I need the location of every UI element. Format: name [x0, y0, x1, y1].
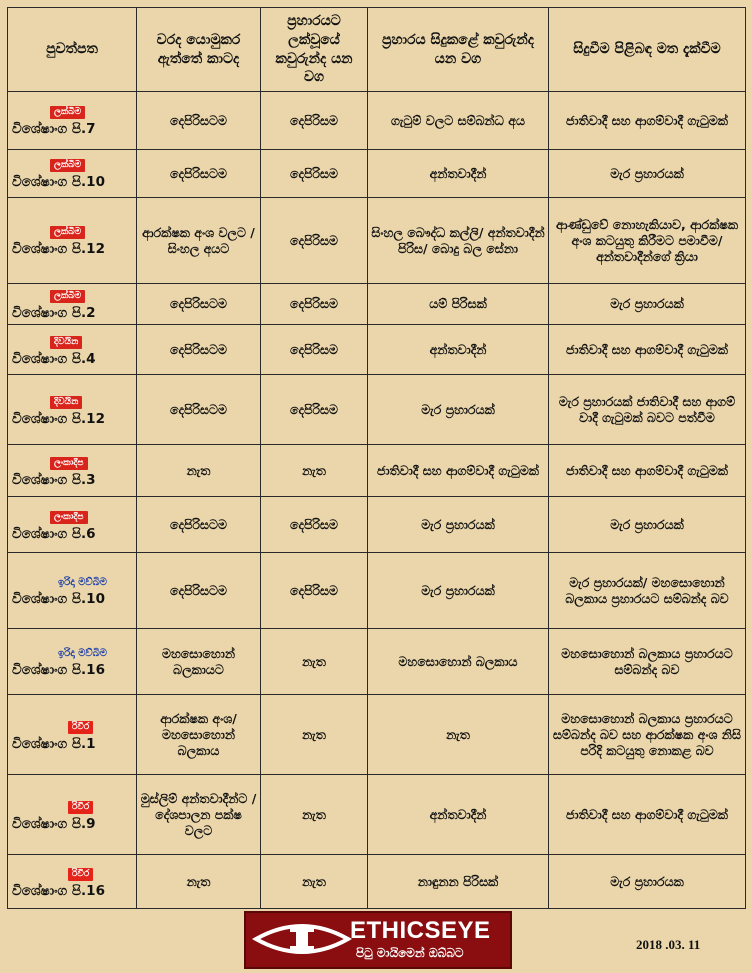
- table-row: [8, 695, 746, 775]
- attacker-cell: මැර ප්‍රහාරයක්: [368, 497, 549, 553]
- newspaper-page: විශේෂාංග පි.16: [12, 882, 105, 899]
- table-row: [8, 629, 746, 695]
- opinion-cell: ජාතිවාදී සහ ආගම්වාදී ගැටුමක්: [549, 775, 746, 855]
- opinion-cell: මැර ප්‍රහාරයක: [549, 855, 746, 909]
- newspaper-logo: ලංකාදීප: [50, 511, 88, 524]
- blame-cell: ආරක්ෂක අංශ/ මහසොහොන් බලකාය: [137, 695, 261, 775]
- table-row: [8, 375, 746, 445]
- header-victim: ප්‍රහාරයට ලක්වූයේ කවුරුන්ද යන වග: [261, 8, 368, 92]
- blame-cell: නැත: [137, 855, 261, 909]
- victim-cell: දෙපිරිසම: [261, 375, 368, 445]
- attacker-cell: මැර ප්‍රහාරයක්: [368, 553, 549, 629]
- blame-cell: නැත: [137, 445, 261, 497]
- newspaper-cell: [8, 497, 137, 553]
- brand-name: ETHICSEYE: [350, 917, 491, 944]
- newspaper-page: විශේෂාංග පි.3: [12, 471, 96, 488]
- attacker-cell: මැර ප්‍රහාරයක්: [368, 375, 549, 445]
- victim-cell: නැත: [261, 445, 368, 497]
- victim-cell: නැත: [261, 775, 368, 855]
- newspaper-logo: ඉරිදා මව්බිම: [58, 648, 107, 660]
- newspaper-page: විශේෂාංග පි.10: [12, 174, 105, 191]
- opinion-cell: ආණ්ඩුවේ නොහැකියාව, ආරක්ෂක අංශ කටයුතු කිරීමට පමාවීම/ අන්තවාදීන්ගේ ක්‍රියා: [549, 198, 746, 284]
- opinion-cell: ජාතිවාදී සහ ආගම්වාදී ගැටුමක්: [549, 92, 746, 150]
- newspaper-logo: ලක්බිම: [50, 290, 85, 303]
- attacker-cell: අන්තවාදීන්: [368, 150, 549, 198]
- newspaper-cell: [8, 284, 137, 325]
- header-attacker: ප්‍රහාරය සිදුකළේ කවුරුන්ද යන වග: [368, 8, 549, 92]
- attacker-cell: මහසොහොන් බලකාය: [368, 629, 549, 695]
- table-row: [8, 855, 746, 909]
- attacker-cell: නාඳුනන පිරිසක්: [368, 855, 549, 909]
- newspaper-page: විශේෂාංග පි.1: [12, 735, 96, 752]
- newspaper-cell: [8, 325, 137, 375]
- newspaper-logo: ලංකාදීප: [50, 457, 88, 470]
- table-row: [8, 92, 746, 150]
- victim-cell: දෙපිරිසම: [261, 284, 368, 325]
- attacker-cell: ගැටුම් වලට සම්බන්ධ අය: [368, 92, 549, 150]
- blame-cell: දෙපිරිසටම: [137, 497, 261, 553]
- newspaper-cell: [8, 629, 137, 695]
- opinion-cell: මැර ප්‍රහාරයක්: [549, 150, 746, 198]
- table-row: [8, 325, 746, 375]
- newspaper-page: විශේෂාංග පි.7: [12, 121, 96, 138]
- opinion-cell: ජාතිවාදී සහ ආගම්වාදී ගැටුමක්: [549, 445, 746, 497]
- opinion-cell: මැර ප්‍රහාරයක් ජාතිවාදී සහ ආගම් වාදී ගැටුමක් බවට පත්වීම: [549, 375, 746, 445]
- newspaper-logo: ලක්බිම: [50, 226, 85, 239]
- newspaper-logo: දිවයින: [50, 396, 82, 409]
- victim-cell: දෙපිරිසම: [261, 325, 368, 375]
- victim-cell: දෙපිරිසම: [261, 198, 368, 284]
- opinion-cell: මැර ප්‍රහාරයක්: [549, 497, 746, 553]
- newspaper-logo: රිවිර: [68, 801, 93, 814]
- blame-cell: දෙපිරිසටම: [137, 284, 261, 325]
- newspaper-cell: [8, 775, 137, 855]
- newspaper-page: විශේෂාංග පි.9: [12, 815, 96, 832]
- table-row: [8, 553, 746, 629]
- ethicseye-brand-logo: [244, 911, 512, 969]
- newspaper-logo: දිවයින: [50, 336, 82, 349]
- blame-cell: ආරක්ෂක අංශ වලට /සිංහල අයට: [137, 198, 261, 284]
- blame-cell: දෙපිරිසටම: [137, 375, 261, 445]
- eye-logo-icon: [252, 919, 352, 959]
- blame-cell: මහසොහොන් බලකායට: [137, 629, 261, 695]
- newspaper-logo: ලක්බිම: [50, 159, 85, 172]
- newspaper-page: විශේෂාංග පි.10: [12, 591, 105, 608]
- newspaper-cell: [8, 375, 137, 445]
- newspaper-page: විශේෂාංග පි.6: [12, 525, 96, 542]
- table-row: [8, 497, 746, 553]
- newspaper-page: විශේෂාංග පි.12: [12, 410, 105, 427]
- newspaper-cell: [8, 695, 137, 775]
- newspaper-page: විශේෂාංග පි.4: [12, 350, 96, 367]
- opinion-cell: මැර ප්‍රහාරයක්: [549, 284, 746, 325]
- newspaper-page: විශේෂාංග පි.12: [12, 241, 105, 258]
- newspaper-logo: ලක්බිම: [50, 106, 85, 119]
- header-row: [8, 8, 746, 92]
- blame-cell: දෙපිරිසටම: [137, 92, 261, 150]
- attacker-cell: යම් පිරිසක්: [368, 284, 549, 325]
- blame-cell: දෙපිරිසටම: [137, 553, 261, 629]
- table-row: [8, 445, 746, 497]
- table-row: [8, 284, 746, 325]
- attacker-cell: අන්තවාදීන්: [368, 325, 549, 375]
- newspaper-analysis-table: [7, 7, 746, 909]
- newspaper-cell: [8, 198, 137, 284]
- victim-cell: දෙපිරිසම: [261, 150, 368, 198]
- header-opinion: සිදුවීම පිළිබඳ මත දැක්වීම: [549, 8, 746, 92]
- newspaper-cell: [8, 553, 137, 629]
- table-row: [8, 775, 746, 855]
- newspaper-cell: [8, 92, 137, 150]
- header-newspaper: පුවත්පත: [8, 8, 137, 92]
- opinion-cell: මහසොහොන් බලකාය ප්‍රහාරයට සම්බන්ද බව: [549, 629, 746, 695]
- opinion-cell: ජාතිවාදී සහ ආගම්වාදී ගැටුමක්: [549, 325, 746, 375]
- attacker-cell: නැත: [368, 695, 549, 775]
- table-row: [8, 150, 746, 198]
- blame-cell: දෙපිරිසටම: [137, 325, 261, 375]
- victim-cell: දෙපිරිසම: [261, 553, 368, 629]
- newspaper-cell: [8, 150, 137, 198]
- opinion-cell: මහසොහොන් බලකාය ප්‍රහාරයට සම්බන්ද බව සහ ආරක්ෂක අංශ නිසි පරිදි කටයුතු නොකළ බව: [549, 695, 746, 775]
- newspaper-logo: රිවිර: [68, 721, 93, 734]
- opinion-cell: මැර ප්‍රහාරයක්/ මහසොහොන් බලකාය ප්‍රහාරයට සම්බන්ද බව: [549, 553, 746, 629]
- footer: [0, 907, 752, 973]
- victim-cell: නැත: [261, 695, 368, 775]
- header-blame: වරද යොමුකර ඇත්තේ කාටද: [137, 8, 261, 92]
- victim-cell: නැත: [261, 855, 368, 909]
- newspaper-page: විශේෂාංග පි.2: [12, 305, 96, 321]
- newspaper-page: විශේෂාංග පි.16: [12, 662, 105, 679]
- publish-date: 2018 .03. 11: [636, 937, 701, 952]
- attacker-cell: සිංහල බෞද්ධ කල්ලි/ අන්තවාදීන් පිරිස/ බොදු බල සේනා: [368, 198, 549, 284]
- victim-cell: නැත: [261, 629, 368, 695]
- blame-cell: මුස්ලිම් අන්තවාදීන්ට /දේශපාලන පක්ෂ වලට: [137, 775, 261, 855]
- newspaper-cell: [8, 855, 137, 909]
- attacker-cell: ජාතිවාදී සහ ආගම්වාදී ගැටුමක්: [368, 445, 549, 497]
- table-row: [8, 198, 746, 284]
- newspaper-logo: රිවිර: [68, 868, 93, 881]
- newspaper-cell: [8, 445, 137, 497]
- victim-cell: දෙපිරිසම: [261, 497, 368, 553]
- brand-tagline: පිටු මායිමෙන් ඔබ්බට: [356, 946, 464, 960]
- victim-cell: දෙපිරිසම: [261, 92, 368, 150]
- attacker-cell: අන්තවාදීන්: [368, 775, 549, 855]
- newspaper-logo: ඉරිදා මව්බිම: [58, 577, 107, 589]
- blame-cell: දෙපිරිසටම: [137, 150, 261, 198]
